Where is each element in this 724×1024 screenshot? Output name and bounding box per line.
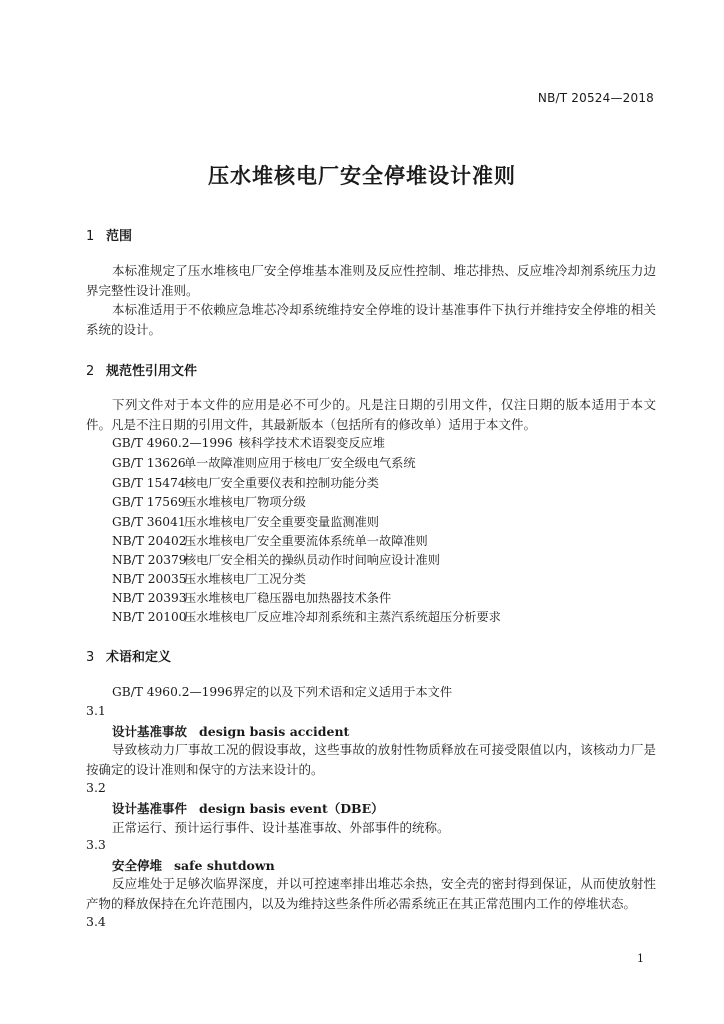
section-number: 3	[86, 650, 95, 665]
section-number: 2	[86, 364, 95, 379]
page-number: 1	[637, 952, 644, 965]
reference-title: 核电厂安全重要仪表和控制功能分类	[184, 476, 379, 490]
term-heading	[112, 799, 384, 817]
term-zh: 安全停堆	[112, 858, 163, 873]
references-intro: 下列文件对于本文件的应用是必不可少的。凡是注日期的引用文件，仅注日期的版本适用于本文件。凡是不注日期的引用文件，其最新版本（包括所有的修改单）适用于本文件。	[86, 397, 656, 432]
term-number: 3.4	[86, 914, 106, 929]
term-zh: 设计基准事件	[112, 801, 188, 816]
section-heading-terms	[86, 646, 171, 665]
reference-code: GB/T 17569	[112, 495, 186, 509]
term-number: 3.2	[86, 780, 106, 795]
reference-code: GB/T 13626	[112, 456, 186, 470]
reference-title: 单一故障准则应用于核电厂安全级电气系统	[184, 456, 416, 470]
reference-title: 压水堆核电厂安全重要变量监测准则	[184, 515, 379, 529]
reference-code: NB/T 20402	[112, 534, 187, 548]
term-number: 3.3	[86, 837, 106, 852]
reference-code: NB/T 20379	[112, 553, 187, 567]
term-heading	[112, 722, 349, 740]
terms-intro: GB/T 4960.2—1996界定的以及下列术语和定义适用于本文件	[112, 685, 453, 699]
reference-item	[112, 608, 501, 625]
scope-paragraph-2: 本标准适用于不依赖应急堆芯冷却系统维持安全停堆的设计基准事件下执行并维持安全停堆的相关系统的设计。	[86, 302, 656, 337]
reference-title: 压水堆核电厂工况分类	[184, 572, 306, 586]
reference-title: 压水堆核电厂反应堆冷却剂系统和主蒸汽系统超压分析要求	[184, 610, 501, 624]
section-number: 1	[86, 229, 95, 244]
reference-item	[112, 454, 416, 471]
reference-item	[112, 589, 391, 606]
term-en: design basis event（DBE）	[199, 801, 384, 816]
term-number: 3.1	[86, 703, 106, 718]
reference-code: GB/T 15474	[112, 476, 186, 490]
reference-code: GB/T 4960.2—1996	[112, 436, 233, 450]
reference-code: NB/T 20100	[112, 610, 187, 624]
reference-code: NB/T 20035	[112, 572, 187, 586]
standard-code: NB/T 20524—2018	[537, 91, 654, 105]
reference-item	[112, 474, 379, 491]
reference-item	[112, 551, 440, 568]
term-definition: 反应堆处于足够次临界深度，并以可控速率排出堆芯余热，安全壳的密封得到保证，从而使放射性产物的释放保持在允许范围内，以及为维持这些条件所必需系统正在其正常范围内工作的停堆状态。	[86, 876, 656, 911]
section-title: 术语和定义	[106, 650, 172, 665]
section-heading-references	[86, 360, 197, 379]
document-title: 压水堆核电厂安全停堆设计准则	[208, 164, 516, 188]
reference-item	[112, 532, 428, 549]
term-zh: 设计基准事故	[112, 724, 188, 739]
reference-code: NB/T 20393	[112, 591, 187, 605]
reference-item	[112, 434, 385, 451]
term-en: design basis accident	[199, 724, 350, 739]
reference-title: 压水堆核电厂稳压器电加热器技术条件	[184, 591, 392, 605]
reference-title: 核科学技术术语裂变反应堆	[238, 436, 385, 450]
reference-title: 压水堆核电厂物项分级	[184, 495, 306, 509]
term-heading	[112, 856, 275, 874]
section-heading-scope	[86, 225, 132, 244]
reference-item	[112, 570, 306, 587]
reference-item	[112, 513, 379, 530]
term-definition: 导致核动力厂事故工况的假设事故，这些事故的放射性物质释放在可接受限值以内，该核动力厂是按确定的设计准则和保守的方法来设计的。	[86, 742, 656, 777]
term-definition: 正常运行、预计运行事件、设计基准事故、外部事件的统称。	[112, 820, 450, 835]
section-title: 范围	[106, 229, 133, 244]
reference-item	[112, 493, 306, 510]
term-en: safe shutdown	[174, 858, 275, 873]
reference-title: 压水堆核电厂安全重要流体系统单一故障准则	[184, 534, 428, 548]
reference-title: 核电厂安全相关的操纵员动作时间响应设计准则	[184, 553, 440, 567]
section-title: 规范性引用文件	[106, 364, 198, 379]
scope-paragraph-1: 本标准规定了压水堆核电厂安全停堆基本准则及反应性控制、堆芯排热、反应堆冷却剂系统压力边界完整性设计准则。	[86, 263, 656, 298]
reference-code: GB/T 36041	[112, 515, 186, 529]
